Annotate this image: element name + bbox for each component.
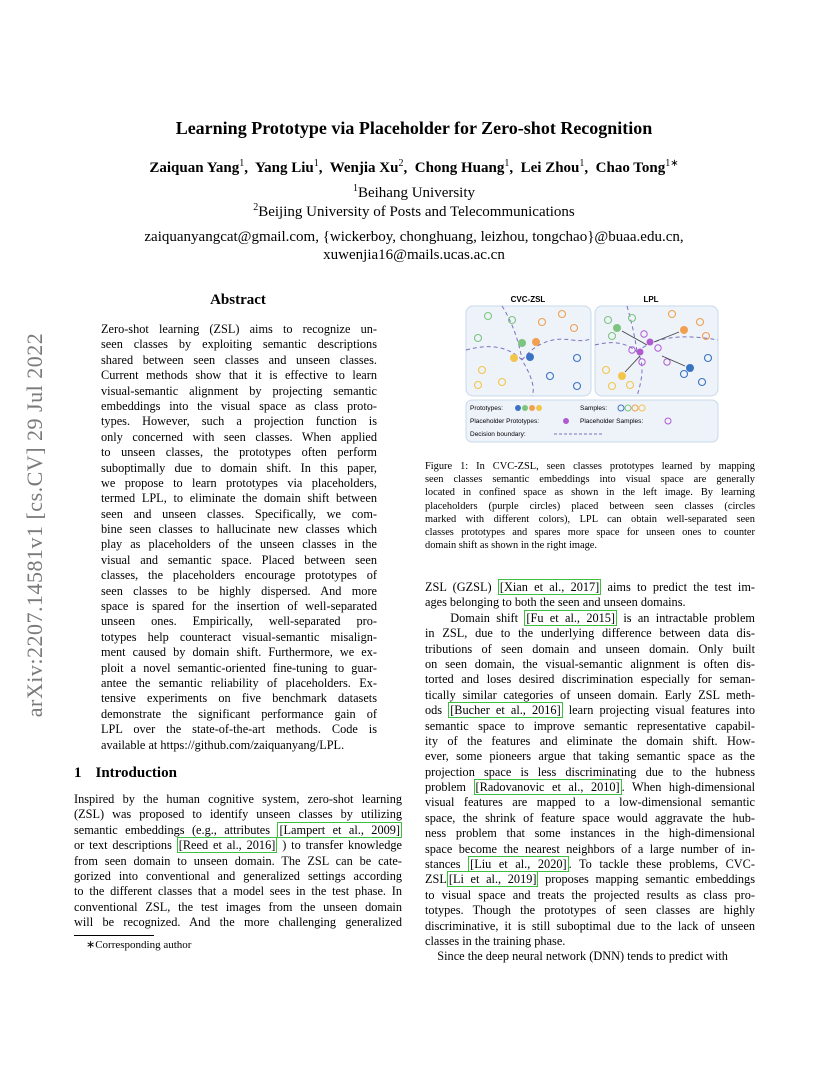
text-line: discriminative, it is still suboptimal due to the lack of unseen (425, 918, 755, 933)
prototype-point (532, 338, 540, 346)
panel-cvc-zsl (466, 306, 591, 396)
text-line: Inspired by the human cognitive system, zero-shot learning (74, 792, 402, 806)
text-line: Since the deep neural network (DNN) tends to predict with (425, 949, 728, 964)
text-line (425, 580, 755, 595)
section-heading-introduction (74, 765, 191, 782)
abstract-heading: Abstract (210, 292, 266, 308)
author: Chao Tong (595, 160, 666, 176)
text-line (425, 857, 755, 872)
text-line (74, 838, 402, 853)
citation-link[interactable]: [Radovanovic et al., 2010] (475, 780, 620, 795)
panel-title-cvc-zsl: CVC-ZSL (510, 295, 546, 304)
affiliation-mark: 2 (253, 202, 259, 213)
affiliation-2 (0, 202, 828, 221)
prototype-point (618, 372, 626, 380)
text-line: ity of the features and eliminate the domain shift. How- (425, 733, 755, 748)
arxiv-identifier: arXiv:2207.14581v1 [cs.CV] 29 Jul 2022 (22, 332, 47, 718)
author: Zaiquan Yang (149, 160, 240, 176)
legend-prototypes-label: Prototypes: (470, 405, 503, 412)
text-line (425, 780, 755, 795)
abstract-line: seen classes to be highly dispersed. And more (101, 583, 377, 598)
text-line: to visual space and treats the projected results as class pro- (425, 887, 755, 902)
text-line: projection space is less discriminating due to the hubness (425, 764, 755, 779)
author-affiliation-mark: 1 (504, 158, 510, 169)
text-line: classes in the training phase. (425, 933, 566, 948)
author-affiliation-mark: 1 (313, 158, 319, 169)
placeholder-prototype (647, 339, 654, 346)
caption-line: placeholders (purple circles) placed between seen classes (circles (425, 500, 755, 512)
email-line: zaiquanyangcat@gmail.com, {wickerboy, chonghuang, leizhou, tongchao}@buaa.edu.cn, (144, 229, 684, 245)
abstract-line: seen classes by exploiting semantic descriptions (101, 337, 377, 352)
text-line: gorized into conventional and generalized settings according (74, 868, 402, 883)
placeholder-prototype (637, 349, 644, 356)
abstract-line: antee the semantic reliability of placeholders. Ex- (101, 675, 377, 690)
abstract-line: only concerned with seen classes. When applied (101, 429, 377, 444)
text-line: space, the shrink of feature space would aggravate the hub- (425, 810, 755, 825)
text-run: ZSL (425, 872, 447, 887)
text-line: tributions of seen domain and unseen domain. Only built (425, 641, 755, 656)
text-run: Domain shift (425, 610, 525, 625)
paper-title: Learning Prototype via Placeholder for Zero-shot Recognition (175, 118, 653, 138)
caption-line: domain shift as shown in the right image. (425, 540, 597, 552)
text-run: . To tackle these problems, CVC- (568, 857, 755, 872)
citation-link[interactable]: [Reed et al., 2016] (178, 838, 276, 853)
text-line: ever, some pioneers argue that taking semantic space as the (425, 749, 755, 764)
text-run: . When high-dimensional (621, 780, 755, 795)
abstract-line: suboptimally due to domain shift. In this paper, (101, 460, 377, 475)
text-line: to the different classes that a model sees in the test phase. In (74, 884, 402, 899)
legend-boundary-label: Decision boundary: (470, 431, 526, 438)
abstract-line: visual and semantic space. Placed between seen (101, 552, 377, 567)
caption-line: marked with different colors), LPL can obtain well-separated seen (425, 513, 755, 525)
abstract-line: visual-semantic alignment by projecting semantic (101, 383, 377, 398)
text-line: visual features are mapped to a low-dimensional semantic (425, 795, 755, 810)
affiliation-1 (0, 183, 828, 202)
text-line: ages belonging to both the seen and unseen domains. (425, 595, 686, 610)
abstract-line: unseen ones. Empirically, well-separated pro- (101, 614, 377, 629)
abstract-line: totypes help counteract visual-semantic misalign- (101, 629, 377, 644)
abstract-line: classes, the placeholders encourage prototypes of (101, 568, 377, 583)
affiliation-mark: 1 (352, 183, 358, 194)
right-column-body (425, 580, 755, 965)
author-affiliation-mark: 2 (398, 158, 404, 169)
legend-placeholder-samples-label: Placeholder Samples: (580, 418, 644, 425)
text-line: ness problem that some instances in the high-dimensional (425, 826, 755, 841)
abstract-line: play as placeholders of the unseen classes in the (101, 537, 377, 552)
citation-link[interactable]: [Liu et al., 2020] (470, 857, 567, 872)
affiliation-name: Beijing University of Posts and Telecommunications (258, 204, 575, 220)
citation-link[interactable]: [Fu et al., 2015] (526, 610, 616, 625)
abstract-line: shared between seen classes and unseen classes. (101, 352, 377, 367)
caption-line: classes prototypes and spares more space for unseen ones to counter (425, 526, 755, 538)
figure-1-caption (425, 460, 755, 552)
citation-link[interactable]: [Bucher et al., 2016] (450, 703, 561, 718)
legend-placeholder-prototypes-label: Placeholder Prototypes: (470, 418, 540, 425)
abstract-line: embeddings into the visual space as class proto- (101, 398, 377, 413)
text-line: totypes. Though the prototypes of seen classes are highly (425, 903, 755, 918)
abstract-line: tensive experiments on five benchmark datasets (101, 691, 377, 706)
prototype-point (613, 324, 621, 332)
abstract-line: space is spared for the insertion of well-separated (101, 599, 377, 614)
text-line: semantic space to improve semantic representative capabil- (425, 718, 755, 733)
text-line (425, 703, 755, 718)
author-affiliation-mark: 1 (579, 158, 585, 169)
abstract-body (101, 322, 377, 753)
text-line: from seen domain to unseen domain. The ZSL can be cate- (74, 853, 402, 868)
text-line (425, 611, 755, 626)
abstract-line: bine seen classes to hallucinate new classes which (101, 522, 377, 537)
section-number: 1 (74, 765, 82, 781)
legend-swatch (536, 405, 542, 411)
email-line: xuwenjia16@mails.ucas.ac.cn (323, 247, 505, 263)
abstract-line: available at https://github.com/zaiquanyang/LPL. (101, 737, 345, 752)
abstract-line: Current methods show that it is effective to learn (101, 368, 377, 383)
abstract-line: ment caused by domain shift. Furthermore, we ex- (101, 645, 377, 660)
author-list: Zaiquan Yang$^1$, Yang Liu$^1$, Wenjia Xu$^2$, Chong Huang$^1$, Lei Zhou$^1$, Chao Tong$^{1∗}$ (149, 158, 679, 176)
abstract-line: seen and unseen classes. Specifically, we com- (101, 506, 377, 521)
text-run: semantic embeddings (e.g., attributes (74, 822, 278, 837)
text-line: (ZSL) was proposed to identify unseen classes by utilizing (74, 807, 402, 822)
text-line: will be recognized. And the more challenging generalized (74, 915, 402, 930)
abstract-line: termed LPL, to eliminate the domain shift between (101, 491, 377, 506)
text-line (74, 823, 402, 838)
text-line: conventional ZSL, the test images from the unseen domain (74, 899, 402, 914)
author-affiliation-mark: 1∗ (665, 158, 679, 169)
caption-line: seen classes semantic embeddings into visual space are generally (425, 474, 755, 486)
legend-samples-label: Samples: (580, 405, 608, 412)
caption-line: Figure 1: In CVC-ZSL, seen classes prototypes learned by mapping (425, 461, 755, 472)
affiliation-name: Beihang University (357, 185, 476, 201)
caption-line: located in confined space as shown in the left image. By learning (425, 487, 755, 499)
footnote: ∗Corresponding author (86, 939, 192, 951)
text-line: tically similar categories of unseen domain. Early ZSL meth- (425, 687, 755, 702)
prototype-point (510, 354, 518, 362)
footnote-rule (74, 935, 154, 936)
section-title: Introduction (95, 765, 177, 781)
citation-link[interactable]: [Xian et al., 2017] (499, 580, 600, 594)
author: Chong Huang (414, 160, 505, 176)
text-run: learn projecting visual features into (562, 703, 755, 718)
author-emails (0, 228, 828, 264)
introduction-body (74, 792, 402, 931)
text-line: space become the nearest neighbors of a large number of in- (425, 841, 755, 856)
author: Yang Liu (254, 160, 314, 176)
text-run: ZSL (GZSL) (425, 580, 498, 594)
text-run: aims to predict the test im- (601, 580, 755, 594)
legend-swatch (529, 405, 535, 411)
abstract-line: types. However, such a projection function is (101, 414, 377, 429)
text-line: on seen domain, the visual-semantic alignment is often dis- (425, 656, 755, 671)
text-line: torted and loses desired discrimination especially for seman- (425, 672, 755, 687)
author: Lei Zhou (520, 160, 580, 176)
author: Wenjia Xu (329, 160, 399, 176)
citation-link[interactable]: [Li et al., 2019] (448, 872, 537, 887)
legend-swatch (515, 405, 521, 411)
prototype-point (686, 364, 694, 372)
abstract-line: demonstrate the significant performance gain of (101, 706, 377, 721)
abstract-line: Zero-shot learning (ZSL) aims to recognize un- (101, 322, 377, 336)
text-run: problem (425, 780, 474, 795)
author-affiliation-mark: 1 (239, 158, 245, 169)
legend-swatch (522, 405, 528, 411)
text-line: in ZSL, due to the underlying difference between data dis- (425, 626, 755, 641)
abstract-line: we propose to learn prototypes via placeholders, (101, 475, 377, 490)
prototype-point (526, 353, 534, 361)
abstract-line: LPL over the state-of-the-art methods. Code is (101, 722, 377, 737)
citation-link[interactable]: [Lampert et al., 2009] (279, 822, 400, 837)
text-run: proposes mapping semantic embeddings (538, 872, 755, 887)
prototype-point (518, 339, 526, 347)
prototype-point (680, 326, 688, 334)
text-run: ) to transfer knowledge (277, 838, 402, 853)
abstract-line: ploit a novel semantic-oriented fine-tuning to guar- (101, 660, 377, 675)
text-run: or text descriptions (74, 838, 177, 853)
text-line (425, 872, 755, 887)
figure-1-diagram (462, 290, 722, 446)
panel-title-lpl: LPL (643, 295, 659, 304)
text-run: stances (425, 857, 469, 872)
text-run: is an intractable problem (617, 610, 755, 625)
text-run: ods (425, 703, 449, 718)
abstract-line: to unseen classes, the prototypes often perform (101, 445, 377, 460)
legend-swatch (563, 418, 569, 424)
